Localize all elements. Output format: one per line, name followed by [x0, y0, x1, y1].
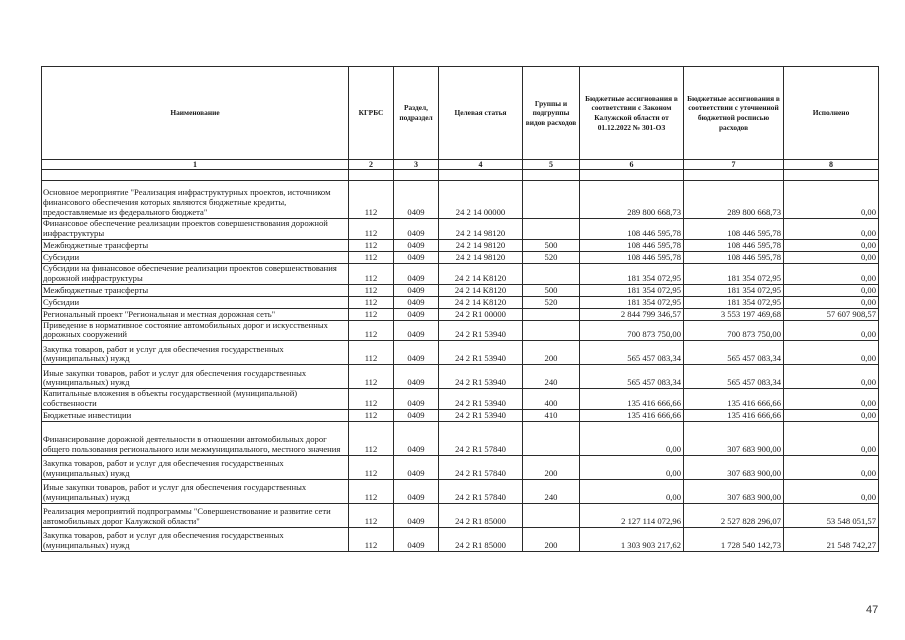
- row-kgrbs-cell: 112: [349, 456, 394, 480]
- row-refined-amount-cell: 700 873 750,00: [684, 320, 784, 341]
- row-executed-amount-cell: 57 607 908,57: [784, 308, 879, 320]
- row-law-amount-cell: 135 416 666,66: [580, 389, 684, 410]
- spacer-cell: [580, 170, 684, 181]
- table-row: [42, 422, 879, 456]
- row-kgrbs-cell: 112: [349, 308, 394, 320]
- row-target-cell: 24 2 14 98120: [439, 239, 523, 251]
- row-executed-amount-cell: 0,00: [784, 456, 879, 480]
- row-refined-amount-cell: 565 457 083,34: [684, 365, 784, 389]
- row-name-cell: Иные закупки товаров, работ и услуг для обеспечения государственных (муниципальных) нужд: [42, 480, 349, 504]
- row-refined-amount-cell: 2 527 828 296,07: [684, 504, 784, 528]
- row-target-cell: 24 2 R1 53940: [439, 320, 523, 341]
- row-law-amount-cell: 700 873 750,00: [580, 320, 684, 341]
- row-refined-amount-cell: 1 728 540 142,73: [684, 528, 784, 552]
- row-name-cell: Региональный проект "Региональная и местная дорожная сеть": [42, 308, 349, 320]
- row-refined-amount-cell: 108 446 595,78: [684, 219, 784, 240]
- row-group-cell: [523, 219, 580, 240]
- row-section-cell: 0409: [394, 410, 439, 422]
- row-group-cell: 240: [523, 480, 580, 504]
- header-executed: Исполнено: [784, 67, 879, 160]
- row-section-cell: 0409: [394, 504, 439, 528]
- row-kgrbs-cell: 112: [349, 389, 394, 410]
- row-law-amount-cell: 181 354 072,95: [580, 284, 684, 296]
- row-group-cell: 410: [523, 410, 580, 422]
- row-name-cell: Финансовое обеспечение реализации проектов совершенствования дорожной инфраструктуры: [42, 219, 349, 240]
- row-target-cell: 24 2 14 K8120: [439, 284, 523, 296]
- row-target-cell: 24 2 14 98120: [439, 219, 523, 240]
- table-body: [42, 170, 879, 552]
- spacer-cell: [394, 170, 439, 181]
- row-section-cell: 0409: [394, 263, 439, 284]
- row-executed-amount-cell: 0,00: [784, 341, 879, 365]
- row-section-cell: 0409: [394, 389, 439, 410]
- row-executed-amount-cell: 0,00: [784, 365, 879, 389]
- row-group-cell: [523, 320, 580, 341]
- table-row: [42, 504, 879, 528]
- row-section-cell: 0409: [394, 296, 439, 308]
- row-kgrbs-cell: 112: [349, 181, 394, 219]
- column-number-row: [42, 160, 879, 170]
- row-refined-amount-cell: 181 354 072,95: [684, 296, 784, 308]
- row-refined-amount-cell: 307 683 900,00: [684, 480, 784, 504]
- row-section-cell: 0409: [394, 422, 439, 456]
- row-group-cell: 200: [523, 341, 580, 365]
- table-row: [42, 239, 879, 251]
- row-group-cell: [523, 504, 580, 528]
- row-executed-amount-cell: 0,00: [784, 239, 879, 251]
- row-section-cell: 0409: [394, 308, 439, 320]
- row-executed-amount-cell: 0,00: [784, 284, 879, 296]
- row-refined-amount-cell: 135 416 666,66: [684, 410, 784, 422]
- column-number: 6: [580, 160, 684, 170]
- column-number: 7: [684, 160, 784, 170]
- row-name-cell: Субсидии на финансовое обеспечение реализации проектов совершенствования дорожной инфраструктуры: [42, 263, 349, 284]
- row-executed-amount-cell: 0,00: [784, 219, 879, 240]
- column-number: 8: [784, 160, 879, 170]
- row-target-cell: 24 2 R1 53940: [439, 341, 523, 365]
- header-target: Целевая статья: [439, 67, 523, 160]
- row-law-amount-cell: 181 354 072,95: [580, 296, 684, 308]
- row-law-amount-cell: 0,00: [580, 480, 684, 504]
- header-law-allocations: Бюджетные ассигнования в соответствии с Законом Калужской области от 01.12.2022 № 301-ОЗ: [580, 67, 684, 160]
- row-refined-amount-cell: 108 446 595,78: [684, 251, 784, 263]
- row-name-cell: Реализация мероприятий подпрограммы "Совершенствование и развитие сети автомобильных дорог Калужской области": [42, 504, 349, 528]
- row-refined-amount-cell: 181 354 072,95: [684, 263, 784, 284]
- row-section-cell: 0409: [394, 181, 439, 219]
- row-target-cell: 24 2 R1 00000: [439, 308, 523, 320]
- row-group-cell: 500: [523, 239, 580, 251]
- row-group-cell: 520: [523, 251, 580, 263]
- row-kgrbs-cell: 112: [349, 239, 394, 251]
- row-target-cell: 24 2 14 K8120: [439, 263, 523, 284]
- spacer-cell: [42, 170, 349, 181]
- row-target-cell: 24 2 14 K8120: [439, 296, 523, 308]
- row-executed-amount-cell: 0,00: [784, 181, 879, 219]
- row-executed-amount-cell: 0,00: [784, 422, 879, 456]
- row-name-cell: Субсидии: [42, 251, 349, 263]
- row-group-cell: 240: [523, 365, 580, 389]
- header-name: Наименование: [42, 67, 349, 160]
- table-row: [42, 251, 879, 263]
- row-target-cell: 24 2 14 00000: [439, 181, 523, 219]
- row-group-cell: [523, 263, 580, 284]
- row-kgrbs-cell: 112: [349, 480, 394, 504]
- row-kgrbs-cell: 112: [349, 320, 394, 341]
- header-refined-allocations: Бюджетные ассигнования в соответствии с уточненной бюджетной росписью расходов: [684, 67, 784, 160]
- row-group-cell: 200: [523, 528, 580, 552]
- row-kgrbs-cell: 112: [349, 504, 394, 528]
- row-section-cell: 0409: [394, 251, 439, 263]
- row-target-cell: 24 2 R1 53940: [439, 365, 523, 389]
- row-law-amount-cell: 565 457 083,34: [580, 365, 684, 389]
- row-law-amount-cell: 289 800 668,73: [580, 181, 684, 219]
- row-group-cell: [523, 422, 580, 456]
- table-row: [42, 528, 879, 552]
- row-refined-amount-cell: 108 446 595,78: [684, 239, 784, 251]
- row-section-cell: 0409: [394, 365, 439, 389]
- row-section-cell: 0409: [394, 341, 439, 365]
- table-row: [42, 480, 879, 504]
- row-refined-amount-cell: 307 683 900,00: [684, 422, 784, 456]
- header-groups: Группы и подгруппы видов расходов: [523, 67, 580, 160]
- row-executed-amount-cell: 0,00: [784, 320, 879, 341]
- row-section-cell: 0409: [394, 284, 439, 296]
- budget-table-sheet: [41, 66, 878, 552]
- spacer-row: [42, 170, 879, 181]
- row-target-cell: 24 2 R1 57840: [439, 480, 523, 504]
- spacer-cell: [784, 170, 879, 181]
- row-section-cell: 0409: [394, 528, 439, 552]
- row-executed-amount-cell: 0,00: [784, 480, 879, 504]
- row-kgrbs-cell: 112: [349, 410, 394, 422]
- row-executed-amount-cell: 0,00: [784, 410, 879, 422]
- row-executed-amount-cell: 53 548 051,57: [784, 504, 879, 528]
- row-refined-amount-cell: 3 553 197 469,68: [684, 308, 784, 320]
- row-law-amount-cell: 565 457 083,34: [580, 341, 684, 365]
- row-target-cell: 24 2 R1 57840: [439, 456, 523, 480]
- row-target-cell: 24 2 R1 85000: [439, 504, 523, 528]
- table-row: [42, 308, 879, 320]
- row-group-cell: 520: [523, 296, 580, 308]
- header-row: [42, 67, 879, 160]
- page-number: 47: [866, 604, 879, 616]
- column-number: 3: [394, 160, 439, 170]
- table-row: [42, 263, 879, 284]
- row-law-amount-cell: 1 303 903 217,62: [580, 528, 684, 552]
- row-section-cell: 0409: [394, 219, 439, 240]
- row-section-cell: 0409: [394, 239, 439, 251]
- row-name-cell: Иные закупки товаров, работ и услуг для обеспечения государственных (муниципальных) нужд: [42, 365, 349, 389]
- table-row: [42, 284, 879, 296]
- table-row: [42, 320, 879, 341]
- row-law-amount-cell: 2 127 114 072,96: [580, 504, 684, 528]
- row-executed-amount-cell: 0,00: [784, 263, 879, 284]
- row-executed-amount-cell: 0,00: [784, 296, 879, 308]
- row-target-cell: 24 2 R1 53940: [439, 410, 523, 422]
- row-group-cell: [523, 308, 580, 320]
- row-name-cell: Приведение в нормативное состояние автомобильных дорог и искусственных дорожных сооружений: [42, 320, 349, 341]
- row-law-amount-cell: 108 446 595,78: [580, 251, 684, 263]
- row-kgrbs-cell: 112: [349, 422, 394, 456]
- row-kgrbs-cell: 112: [349, 341, 394, 365]
- row-refined-amount-cell: 289 800 668,73: [684, 181, 784, 219]
- row-section-cell: 0409: [394, 456, 439, 480]
- row-name-cell: Закупка товаров, работ и услуг для обеспечения государственных (муниципальных) нужд: [42, 528, 349, 552]
- row-refined-amount-cell: 307 683 900,00: [684, 456, 784, 480]
- row-name-cell: Финансирование дорожной деятельности в отношении автомобильных дорог общего пользования регионального или межмуниципального, местного значения: [42, 422, 349, 456]
- column-number: 1: [42, 160, 349, 170]
- row-executed-amount-cell: 0,00: [784, 389, 879, 410]
- row-group-cell: 400: [523, 389, 580, 410]
- table-row: [42, 296, 879, 308]
- table-row: [42, 389, 879, 410]
- row-refined-amount-cell: 565 457 083,34: [684, 341, 784, 365]
- spacer-cell: [523, 170, 580, 181]
- row-kgrbs-cell: 112: [349, 263, 394, 284]
- row-target-cell: 24 2 R1 53940: [439, 389, 523, 410]
- header-section: Раздел, подраздел: [394, 67, 439, 160]
- row-target-cell: 24 2 R1 85000: [439, 528, 523, 552]
- table-row: [42, 341, 879, 365]
- row-kgrbs-cell: 112: [349, 365, 394, 389]
- row-name-cell: Межбюджетные трансферты: [42, 239, 349, 251]
- column-number: 2: [349, 160, 394, 170]
- row-law-amount-cell: 0,00: [580, 422, 684, 456]
- column-number: 5: [523, 160, 580, 170]
- budget-table: [41, 66, 879, 552]
- row-law-amount-cell: 0,00: [580, 456, 684, 480]
- spacer-cell: [349, 170, 394, 181]
- table-row: [42, 181, 879, 219]
- row-name-cell: Закупка товаров, работ и услуг для обеспечения государственных (муниципальных) нужд: [42, 456, 349, 480]
- row-name-cell: Закупка товаров, работ и услуг для обеспечения государственных (муниципальных) нужд: [42, 341, 349, 365]
- row-name-cell: Субсидии: [42, 296, 349, 308]
- row-target-cell: 24 2 14 98120: [439, 251, 523, 263]
- row-kgrbs-cell: 112: [349, 528, 394, 552]
- spacer-cell: [684, 170, 784, 181]
- row-name-cell: Капитальные вложения в объекты государственной (муниципальной) собственности: [42, 389, 349, 410]
- row-refined-amount-cell: 135 416 666,66: [684, 389, 784, 410]
- table-row: [42, 219, 879, 240]
- row-kgrbs-cell: 112: [349, 284, 394, 296]
- column-number: 4: [439, 160, 523, 170]
- table-row: [42, 365, 879, 389]
- row-kgrbs-cell: 112: [349, 251, 394, 263]
- row-executed-amount-cell: 0,00: [784, 251, 879, 263]
- row-law-amount-cell: 2 844 799 346,57: [580, 308, 684, 320]
- row-law-amount-cell: 108 446 595,78: [580, 219, 684, 240]
- row-group-cell: 200: [523, 456, 580, 480]
- row-refined-amount-cell: 181 354 072,95: [684, 284, 784, 296]
- header-kgrbs: КГРБС: [349, 67, 394, 160]
- row-group-cell: 500: [523, 284, 580, 296]
- row-kgrbs-cell: 112: [349, 296, 394, 308]
- row-name-cell: Межбюджетные трансферты: [42, 284, 349, 296]
- table-header: [42, 67, 879, 170]
- row-name-cell: Бюджетные инвестиции: [42, 410, 349, 422]
- row-law-amount-cell: 108 446 595,78: [580, 239, 684, 251]
- table-row: [42, 456, 879, 480]
- row-section-cell: 0409: [394, 320, 439, 341]
- row-law-amount-cell: 135 416 666,66: [580, 410, 684, 422]
- row-target-cell: 24 2 R1 57840: [439, 422, 523, 456]
- row-name-cell: Основное мероприятие "Реализация инфраструктурных проектов, источником финансового обеспечения которых являются бюджетные кредиты, предоставляемые из федерального бюджета": [42, 181, 349, 219]
- row-executed-amount-cell: 21 548 742,27: [784, 528, 879, 552]
- row-section-cell: 0409: [394, 480, 439, 504]
- row-group-cell: [523, 181, 580, 219]
- row-law-amount-cell: 181 354 072,95: [580, 263, 684, 284]
- spacer-cell: [439, 170, 523, 181]
- row-kgrbs-cell: 112: [349, 219, 394, 240]
- table-row: [42, 410, 879, 422]
